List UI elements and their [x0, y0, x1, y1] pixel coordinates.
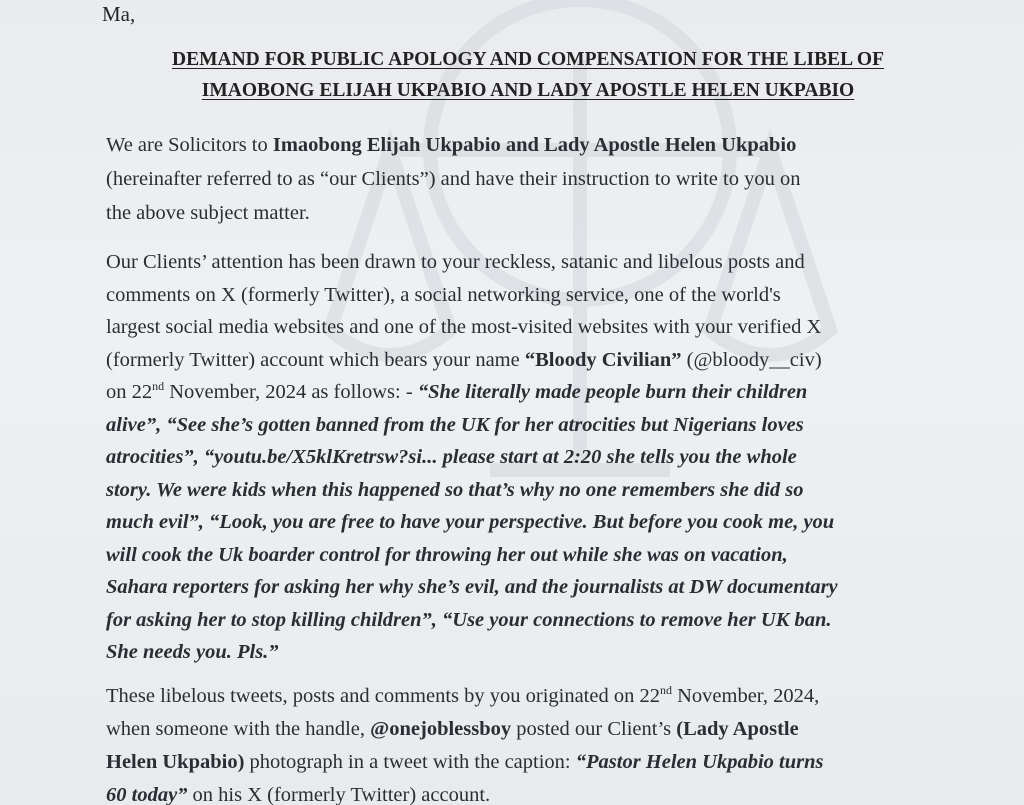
- paragraph-origin: [106, 680, 966, 805]
- text-run: on his X (formerly Twitter) account.: [187, 784, 491, 805]
- quoted-tweet: “She literally made people burn their children: [417, 381, 808, 403]
- heading-line-2: IMAOBONG ELIJAH UKPABIO AND LADY APOSTLE HELEN UKPABIO: [201, 80, 855, 101]
- text-line: [106, 713, 966, 746]
- quoted-tweet: alive”, “See she’s gotten banned from the UK for her atrocities but Nigerians loves: [106, 413, 804, 436]
- tweet-caption: “Pastor Helen Ukpabio turns: [575, 751, 824, 773]
- text-line: largest social media websites and one of the most-visited websites with your verified X: [106, 316, 822, 338]
- quoted-tweet: She needs you. Pls.”: [106, 641, 279, 663]
- quoted-tweet: Sahara reporters for asking her why she’s evil, and the journalists at DW documentary: [106, 576, 838, 598]
- text-run: when someone with the handle,: [106, 718, 371, 740]
- account-name: “Bloody Civilian”: [524, 348, 682, 371]
- text-run: (formerly Twitter) account which bears your name: [106, 348, 525, 371]
- text-line: [106, 746, 966, 779]
- text-line: (hereinafter referred to as “our Clients”) and have their instruction to write to you on: [106, 168, 801, 190]
- text-line: [106, 680, 966, 713]
- text-line: [106, 128, 966, 162]
- text-line: Our Clients’ attention has been drawn to your reckless, satanic and libelous posts and: [106, 251, 805, 273]
- text-line: the above subject matter.: [106, 202, 310, 224]
- text-line: [106, 344, 966, 377]
- ordinal-suffix: nd: [659, 683, 672, 697]
- client-name: Helen Ukpabio): [106, 751, 245, 773]
- text-run: November, 2024 as follows: -: [164, 381, 418, 403]
- client-names: Imaobong Elijah Ukpabio and Lady Apostle Helen Ukpabio: [272, 134, 797, 156]
- text-line: [106, 779, 966, 805]
- quoted-tweet: will cook the Uk boarder control for throwing her out while she was on vacation,: [106, 543, 788, 566]
- text-line: [106, 376, 966, 409]
- text-run: November, 2024,: [671, 685, 820, 707]
- text-line: comments on X (formerly Twitter), a social networking service, one of the world's: [106, 283, 781, 306]
- twitter-handle: @onejoblessboy: [370, 718, 512, 740]
- tweet-caption: 60 today”: [106, 784, 188, 805]
- text-run: posted our Client’s: [511, 718, 677, 740]
- client-name: (Lady Apostle: [676, 718, 799, 740]
- paragraph-attention: [106, 246, 966, 669]
- text-run: These libelous tweets, posts and comments by you originated on 22: [106, 685, 660, 707]
- heading-line-1: DEMAND FOR PUBLIC APOLOGY AND COMPENSATION FOR THE LIBEL OF: [172, 49, 884, 70]
- account-handle: (@bloody__civ): [681, 348, 822, 371]
- text-run: photograph in a tweet with the caption:: [244, 751, 576, 773]
- quoted-tweet: for asking her to stop killing children”, “Use your connections to remove her UK ban.: [106, 608, 832, 631]
- quoted-tweet: much evil”, “Look, you are free to have your perspective. But before you cook me, you: [106, 511, 835, 533]
- quoted-tweet: story. We were kids when this happened so that’s why no one remembers she did so: [106, 478, 804, 501]
- salutation: Ma,: [102, 2, 136, 26]
- text-run: on 22: [106, 381, 153, 403]
- quoted-tweet: atrocities”, “youtu.be/X5klKretrsw?si... please start at 2:20 she tells you the whole: [106, 446, 797, 468]
- text-run: We are Solicitors to: [106, 134, 273, 156]
- letter-heading: [92, 44, 964, 106]
- ordinal-suffix: nd: [152, 379, 165, 393]
- paragraph-intro: [106, 128, 966, 230]
